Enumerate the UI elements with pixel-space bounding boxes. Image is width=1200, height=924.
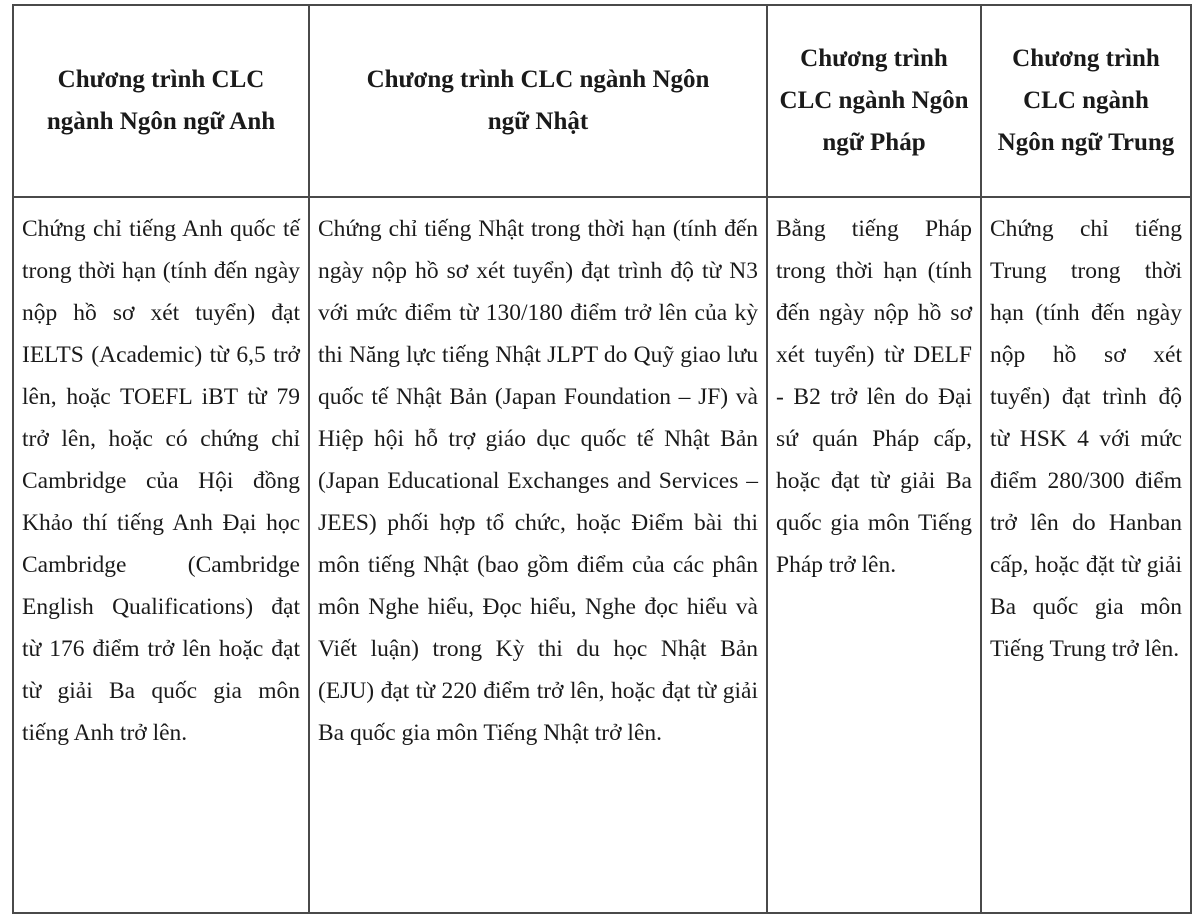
content-row (13, 197, 1191, 913)
cell-japanese: Chứng chỉ tiếng Nhật trong thời hạn (tính đến ngày nộp hồ sơ xét tuyển) đạt trình độ từ N3 với mức điểm từ 130/180 điểm trở lên của kỳ thi Năng lực tiếng Nhật JLPT do Quỹ giao lưu quốc tế Nhật Bản (Japan Foundation – JF) và Hiệp hội hỗ trợ giáo dục quốc tế Nhật Bản (Japan Educational Exchanges and Services – JEES) phối hợp tổ chức, hoặc Điểm bài thi môn tiếng Nhật (bao gồm điểm của các phân môn Nghe hiểu, Đọc hiểu, Nghe đọc hiểu và Viết luận) trong Kỳ thi du học Nhật Bản (EJU) đạt từ 220 điểm trở lên, hoặc đạt từ giải Ba quốc gia môn Tiếng Nhật trở lên. (309, 197, 767, 913)
header-row (13, 5, 1191, 197)
header-english: Chương trình CLC ngành Ngôn ngữ Anh (13, 5, 309, 197)
cell-french: Bằng tiếng Pháp trong thời hạn (tính đến ngày nộp hồ sơ xét tuyển) từ DELF - B2 trở lên do Đại sứ quán Pháp cấp, hoặc đạt từ giải Ba quốc gia môn Tiếng Pháp trở lên. (767, 197, 981, 913)
requirements-table (12, 4, 1192, 914)
header-japanese: Chương trình CLC ngành Ngôn ngữ Nhật (309, 5, 767, 197)
header-french: Chương trình CLC ngành Ngôn ngữ Pháp (767, 5, 981, 197)
header-chinese: Chương trình CLC ngành Ngôn ngữ Trung (981, 5, 1191, 197)
cell-chinese: Chứng chỉ tiếng Trung trong thời hạn (tính đến ngày nộp hồ sơ xét tuyển) đạt trình độ từ HSK 4 với mức điểm 280/300 điểm trở lên do Hanban cấp, hoặc đặt từ giải Ba quốc gia môn Tiếng Trung trở lên. (981, 197, 1191, 913)
cell-english: Chứng chỉ tiếng Anh quốc tế trong thời hạn (tính đến ngày nộp hồ sơ xét tuyển) đạt IELTS (Academic) từ 6,5 trở lên, hoặc TOEFL iBT từ 79 trở lên, hoặc có chứng chỉ Cambridge của Hội đồng Khảo thí tiếng Anh Đại học Cambridge (Cambridge English Qualifications) đạt từ 176 điểm trở lên hoặc đạt từ giải Ba quốc gia môn tiếng Anh trở lên. (13, 197, 309, 913)
